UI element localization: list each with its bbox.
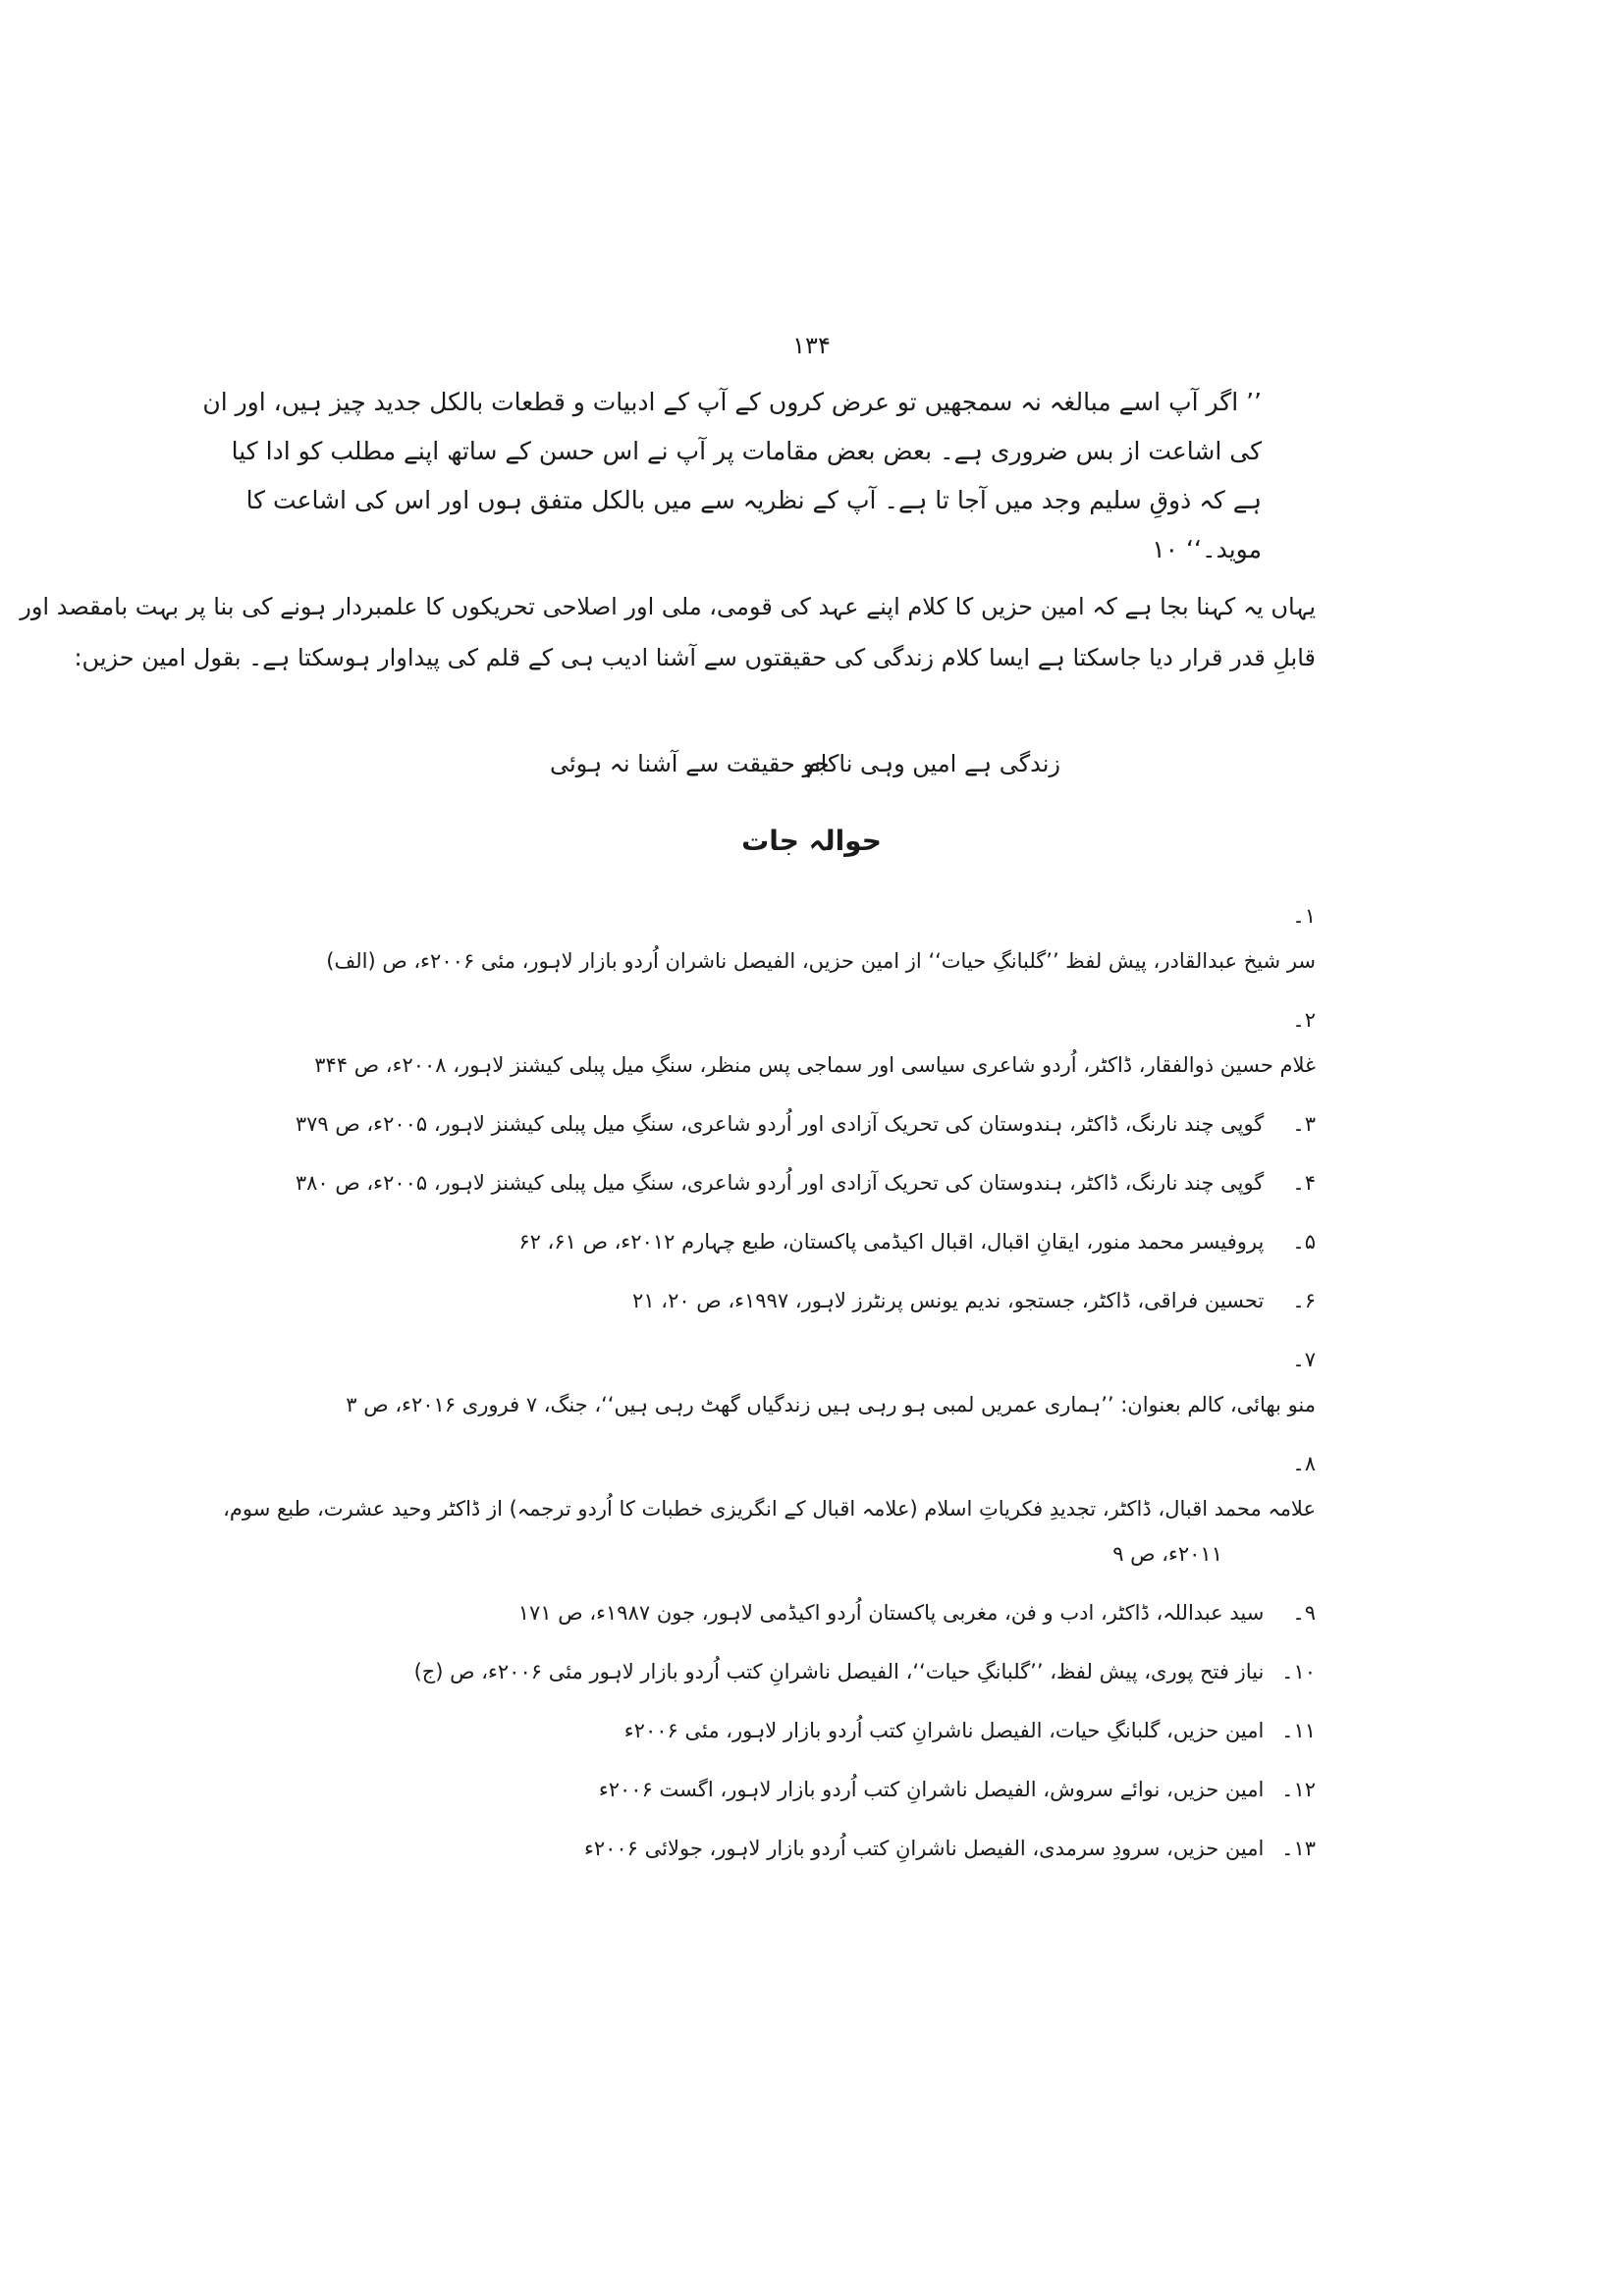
reference-text: امین حزیں، سرودِ سرمدی، الفیصل ناشرانِ کتب اُردو بازار لاہور، جولائی ۲۰۰۶ء <box>583 1837 1265 1860</box>
reference-text: گوپی چند نارنگ، ڈاکٹر، ہندوستان کی تحریک آزادی اور اُردو شاعری، سنگِ میل پبلی کیشنز لاہور، ۲۰۰۵ء، ص ۳۷۹ <box>295 1112 1265 1136</box>
reference-number: ۱۱۔ <box>1281 1719 1316 1742</box>
verse-first-hemistich: زندگی ہے امیں وہی ناکام <box>805 750 1060 777</box>
reference-text: پروفیسر محمد منور، ایقانِ اقبال، اقبال اکیڈمی پاکستان، طبع چہارم ۲۰۱۲ء، ص ۶۱، ۶۲ <box>518 1230 1265 1254</box>
reference-text: امین حزیں، نوائے سروش، الفیصل ناشرانِ کتب اُردو بازار لاہور، اگست ۲۰۰۶ء <box>598 1778 1265 1801</box>
reference-number: ۹۔ <box>1292 1601 1316 1625</box>
reference-item <box>295 1219 1316 1264</box>
reference-number: ۳۔ <box>1292 1112 1316 1136</box>
reference-number: ۵۔ <box>1292 1230 1316 1254</box>
reference-item <box>295 1826 1316 1871</box>
reference-text: سید عبداللہ، ڈاکٹر، ادب و فن، مغربی پاکستان اُردو اکیڈمی لاہور، جون ۱۹۸۷ء، ص ۱۷۱ <box>517 1601 1265 1625</box>
block-quote <box>202 378 1262 574</box>
body-paragraph <box>20 581 1316 683</box>
reference-number: ۲۔ <box>1292 1008 1316 1032</box>
reference-text: امین حزیں، گلبانگِ حیات، الفیصل ناشرانِ کتب اُردو بازار لاہور، مئی ۲۰۰۶ء <box>623 1719 1265 1742</box>
references-heading: حوالہ جات <box>741 825 882 857</box>
reference-item <box>295 997 1316 1088</box>
reference-text-continuation: ۲۰۱۱ء، ص ۹ <box>1112 1542 1222 1566</box>
reference-text: سر شیخ عبدالقادر، پیش لفظ ’’گلبانگِ حیات‘‘ از امین حزیں، الفیصل ناشران اُردو بازار لاہور، مئی ۲۰۰۶ء، ص (الف) <box>326 949 1316 973</box>
reference-number: ۷۔ <box>1292 1348 1316 1371</box>
reference-item <box>295 1767 1316 1812</box>
reference-number: ۱۳۔ <box>1281 1837 1316 1860</box>
reference-item <box>295 1278 1316 1323</box>
reference-item <box>295 1649 1316 1694</box>
paragraph-line: قابلِ قدر قرار دیا جاسکتا ہے ایسا کلام زندگی کی حقیقتوں سے آشنا ادیب ہی کے قلم کی پیداوار ہوسکتا ہے۔ بقول امین حزیں: <box>74 644 1316 671</box>
reference-item <box>295 893 1316 984</box>
page-number: ۱۳۴ <box>792 332 831 359</box>
reference-number: ۱۲۔ <box>1281 1778 1316 1801</box>
reference-item <box>295 1590 1316 1635</box>
quote-line: کی اشاعت از بس ضروری ہے۔ بعض بعض مقامات پر آپ نے اس حسن کے ساتھ اپنے مطلب کو ادا کیا <box>231 437 1262 465</box>
verse-second-hemistich: جو حقیقت سے آشنا نہ ہوئی <box>550 750 830 777</box>
reference-item <box>295 1708 1316 1753</box>
reference-text: غلام حسین ذوالفقار، ڈاکٹر، اُردو شاعری سیاسی اور سماجی پس منظر، سنگِ میل پبلی کیشنز لاہور، ۲۰۰۸ء، ص ۳۴۴ <box>314 1053 1316 1077</box>
reference-number: ۶۔ <box>1292 1289 1316 1312</box>
paragraph-line: یہاں یہ کہنا بجا ہے کہ امین حزیں کا کلام اپنے عہد کی قومی، ملی اور اصلاحی تحریکوں کا علمبردار ہونے کی بنا پر بہت بامقصد اور <box>20 593 1316 620</box>
verse-couplet <box>550 750 1060 793</box>
quote-line: ہے کہ ذوقِ سلیم وجد میں آجا تا ہے۔ آپ کے نظریہ سے میں بالکل متفق ہوں اور اس کی اشاعت کا <box>245 486 1262 514</box>
reference-text: منو بھائی، کالم بعنوان: ’’ہماری عمریں لمبی ہو رہی ہیں زندگیاں گھٹ رہی ہیں‘‘، جنگ، ۷ فروری ۲۰۱۶ء، ص ۳ <box>346 1393 1316 1416</box>
quote-line: موید۔‘‘ ۱۰ <box>1152 535 1262 563</box>
reference-item <box>295 1337 1316 1427</box>
reference-number: ۱۰۔ <box>1281 1660 1316 1683</box>
quote-line: ’’ اگر آپ اسے مبالغہ نہ سمجھیں تو عرض کروں کے آپ کے ادبیات و قطعات بالکل جدید چیز ہیں، اور ان <box>202 388 1262 416</box>
reference-text: نیاز فتح پوری، پیش لفظ، ’’گلبانگِ حیات‘‘، الفیصل ناشرانِ کتب اُردو بازار لاہور مئی ۲۰۰۶ء، ص (ج) <box>413 1660 1265 1683</box>
reference-text: علامہ محمد اقبال، ڈاکٹر، تجدیدِ فکریاتِ اسلام (علامہ اقبال کے انگریزی خطبات کا اُردو ترجمہ) از ڈاکٹر وحید عشرت، طبع سوم، <box>223 1497 1316 1521</box>
reference-item <box>223 1441 1316 1576</box>
references-list <box>223 893 1316 1885</box>
reference-number: ۸۔ <box>1292 1452 1316 1475</box>
reference-number: ۱۔ <box>1292 904 1316 928</box>
reference-item <box>295 1101 1316 1147</box>
reference-text: تحسین فراقی، ڈاکٹر، جستجو، ندیم یونس پرنٹرز لاہور، ۱۹۹۷ء، ص ۲۰، ۲۱ <box>632 1289 1265 1312</box>
reference-item <box>295 1160 1316 1205</box>
reference-number: ۴۔ <box>1292 1171 1316 1195</box>
reference-text: گوپی چند نارنگ، ڈاکٹر، ہندوستان کی تحریک آزادی اور اُردو شاعری، سنگِ میل پبلی کیشنز لاہور، ۲۰۰۵ء، ص ۳۸۰ <box>295 1171 1265 1195</box>
